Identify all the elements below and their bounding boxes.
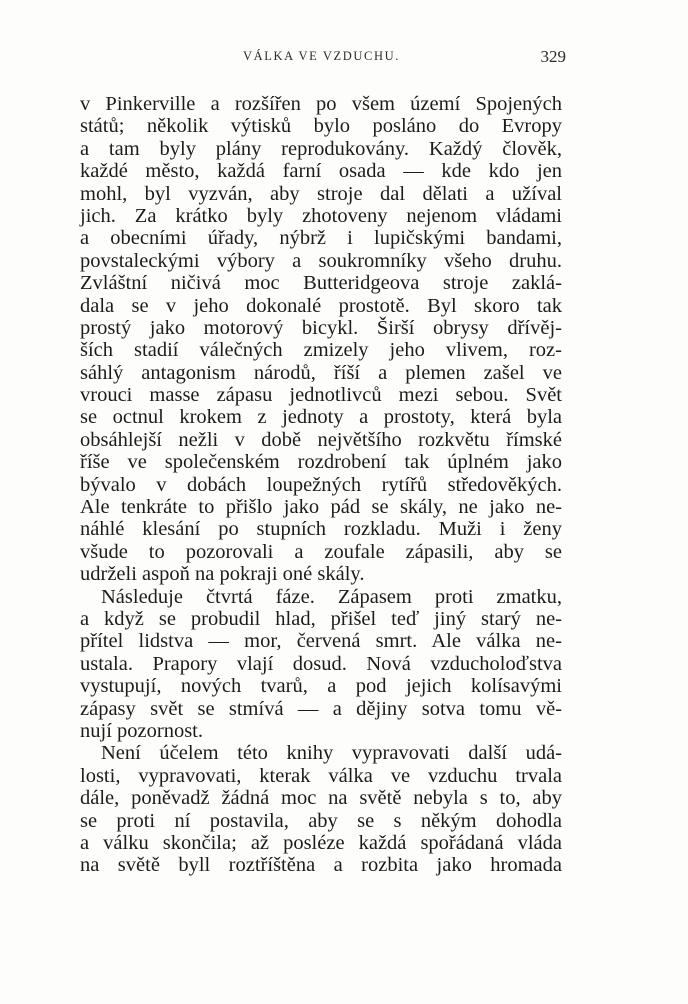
text-line: států; několik výtisků bylo posláno do Evropy xyxy=(80,115,562,138)
text-line: a obecními úřady, nýbrž i lupičskými bandami, xyxy=(80,227,562,250)
running-title: VÁLKA VE VZDUCHU. xyxy=(243,49,400,63)
text-line: a když se probudil hlad, přišel teď jiný starý ne- xyxy=(80,607,562,630)
running-head xyxy=(0,49,688,69)
text-line: ších stadií válečných zmizely jeho vlivem, roz- xyxy=(80,339,562,362)
text-line: sáhlý antagonism národů, říší a plemen zašel ve xyxy=(80,361,562,384)
text-line: Zvláštní ničivá moc Butteridgeova stroje zaklá- xyxy=(80,272,562,295)
text-line: ustala. Prapory vlají dosud. Nová vzducholoďstva xyxy=(80,652,562,675)
text-line: Ale tenkráte to přišlo jako pád se skály, ne jako ne- xyxy=(80,496,562,519)
text-line: mohl, byl vyzván, aby stroje dal dělati a užíval xyxy=(80,182,562,205)
text-line: všude to pozorovali a zoufale zápasili, aby se xyxy=(80,540,562,563)
paragraph-end-line: nují pozornost. xyxy=(80,719,203,742)
text-line: zápasy svět se stmívá — a dějiny sotva tomu vě- xyxy=(80,697,562,720)
text-line: se proti ní postavila, aby se s někým dohodla xyxy=(80,809,562,832)
text-line: na světě byll roztříštěna a rozbita jako hromada xyxy=(80,854,562,877)
text-line: se octnul krokem z jednoty a prostoty, která byla xyxy=(80,406,562,429)
text-line: říše ve společenském rozdrobení tak úplném jako xyxy=(80,451,562,474)
text-line: povstaleckými výbory a soukromníky všeho druhu. xyxy=(80,249,562,272)
paragraph-end-line: udrželi aspoň na pokraji oné skály. xyxy=(80,563,365,586)
text-line: dále, poněvadž žádná moc na světě nebyla s to, aby xyxy=(80,787,562,810)
text-line: a válku skončila; až posléze každá spořádaná vláda xyxy=(80,831,562,854)
page-number: 329 xyxy=(540,47,566,66)
text-line: losti, vypravovati, kterak válka ve vzduchu trvala xyxy=(80,764,562,787)
body-text xyxy=(80,93,562,877)
text-line: obsáhlejší nežli v době největšího rozkvětu římské xyxy=(80,428,562,451)
text-line: náhlé klesání po stupních rozkladu. Muži i ženy xyxy=(80,518,562,541)
text-line: a tam byly plány reprodukovány. Každý člověk, xyxy=(80,137,562,160)
text-line: každé město, každá farní osada — kde kdo jen xyxy=(80,160,562,183)
text-line: bývalo v dobách loupežných rytířů středověkých. xyxy=(80,473,562,496)
text-line: v Pinkerville a rozšířen po všem území Spojených xyxy=(80,93,562,115)
text-line: vrouci masse zápasu jednotlivců mezi sebou. Svět xyxy=(80,384,562,407)
text-line: jich. Za krátko byly zhotoveny nejenom vládami xyxy=(80,204,562,227)
text-line: vystupují, nových tvarů, a pod jejich kolísavými xyxy=(80,675,562,698)
paragraph-start-line: Následuje čtvrtá fáze. Zápasem proti zmatku, xyxy=(101,585,562,608)
text-line: prostý jako motorový bicykl. Širší obrysy dřívěj- xyxy=(80,316,562,339)
paragraph-start-line: Není účelem této knihy vypravovati další udá- xyxy=(101,742,562,765)
text-line: přítel lidstva — mor, červená smrt. Ale válka ne- xyxy=(80,630,562,653)
text-line: dala se v jeho dokonalé prostotě. Byl skoro tak xyxy=(80,294,562,317)
